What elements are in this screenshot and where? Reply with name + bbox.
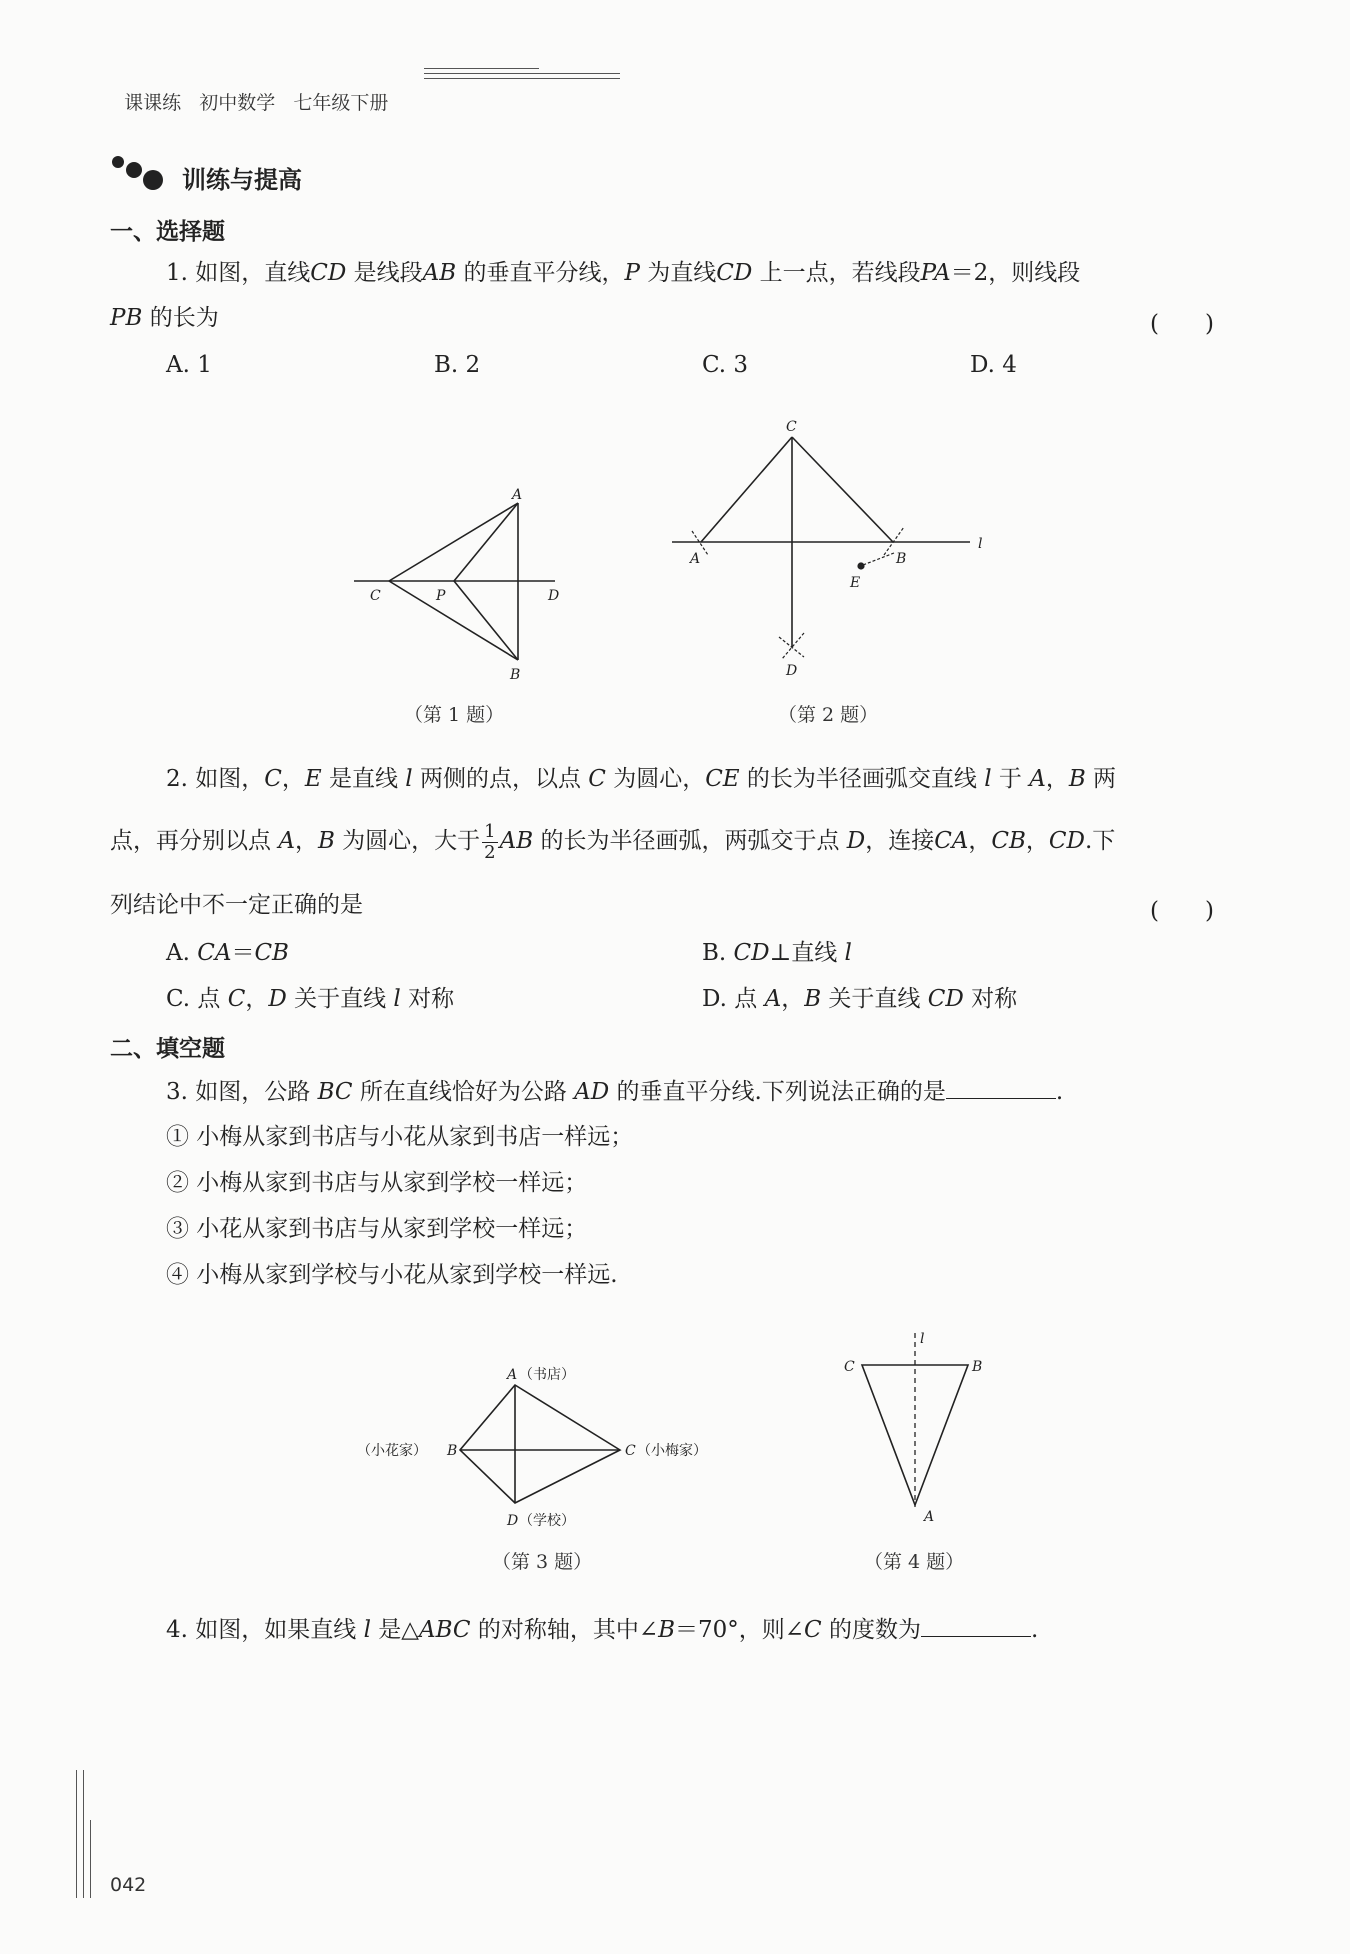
fig3-caption: （第 3 题） [492, 1551, 593, 1573]
q2-line3: 列结论中不一定正确的是 [110, 892, 363, 918]
header-subject: 初中数学 [199, 92, 276, 114]
q1-option-b: B. 2 [434, 352, 481, 378]
fig2-label-c: C [786, 419, 797, 435]
fig3-note-c: （小梅家） [637, 1443, 707, 1459]
q1-line2: PB 的长为 [110, 305, 219, 331]
q1-option-a: A. 1 [166, 352, 212, 378]
fig2-label-l: l [978, 536, 983, 552]
header-rule [424, 68, 620, 83]
fig4-label-l: l [920, 1331, 925, 1347]
margin-rules [76, 1770, 96, 1898]
fig2-segment-cb [792, 437, 893, 542]
fig1-label-c: C [370, 588, 381, 604]
section-dots-icon [108, 150, 178, 200]
q3-line1: 3. 如图，公路 BC 所在直线恰好为公路 AD 的垂直平分线.下列说法正确的是 . [166, 1076, 1063, 1107]
fig2-label-d: D [786, 663, 798, 679]
q3-item-1: ① 小梅从家到书店与小花从家到书店一样远； [166, 1124, 634, 1150]
q4-answer-blank[interactable] [921, 1614, 1031, 1637]
fig1-label-b: B [510, 667, 521, 683]
fig1-segment-cb [389, 581, 518, 660]
figure-3 [355, 1355, 755, 1545]
header [112, 66, 388, 115]
q3-item-3: ③ 小花从家到书店与从家到学校一样远； [166, 1216, 588, 1242]
q2-option-b: B. CD⊥直线 l [702, 940, 852, 966]
q2-option-c: C. 点 C，D 关于直线 l 对称 [166, 986, 455, 1012]
q2-line1: 2. 如图，C，E 是直线 l 两侧的点，以点 C 为圆心，CE 的长为半径画弧交直线 l 于 A，B 两 [166, 766, 1117, 792]
fig3-quadrilateral [460, 1385, 620, 1503]
fig1-segment-pa [454, 503, 518, 581]
fig2-label-b: B [896, 551, 907, 567]
fig4-caption: （第 4 题） [864, 1551, 965, 1573]
fig1-label-a: A [512, 487, 523, 503]
fig2-segment-ca [701, 437, 792, 542]
fig3-label-b: B [447, 1443, 458, 1459]
part1-title: 一、选择题 [110, 219, 225, 245]
section-title: 训练与提高 [182, 166, 302, 194]
q3-item-2: ② 小梅从家到书店与从家到学校一样远； [166, 1170, 588, 1196]
fig1-segment-pb [454, 581, 518, 660]
part2-title: 二、填空题 [110, 1036, 225, 1062]
fig1-caption: （第 1 题） [404, 704, 505, 726]
figure-4 [840, 1325, 1000, 1525]
figure-1 [350, 480, 570, 690]
q1-option-d: D. 4 [970, 352, 1017, 378]
fig2-label-a: A [690, 551, 701, 567]
fig4-label-c: C [844, 1359, 855, 1375]
q3-item-4: ④ 小梅从家到学校与小花从家到学校一样远. [166, 1262, 618, 1288]
fig2-arc-d2 [782, 633, 804, 659]
header-series: 课课练 [124, 92, 182, 114]
fig3-note-d: （学校） [519, 1513, 575, 1529]
fig3-label-d: D [507, 1513, 519, 1529]
figure-2 [668, 415, 998, 685]
fig2-caption: （第 2 题） [778, 704, 879, 726]
q2-option-a: A. CA＝CB [166, 940, 289, 966]
fig3-note-b: （小花家） [357, 1443, 427, 1459]
page-number: 042 [110, 1874, 147, 1896]
q1-answer-paren: ( ) [1150, 311, 1214, 337]
q2-option-d: D. 点 A，B 关于直线 CD 对称 [702, 986, 1018, 1012]
fig4-label-b: B [972, 1359, 983, 1375]
fig3-note-a: （书店） [519, 1367, 575, 1383]
fig2-label-e: E [850, 575, 861, 591]
q2-answer-paren: ( ) [1150, 898, 1214, 924]
fig1-label-p: P [436, 588, 446, 604]
q1-line1: 1. 如图，直线CD 是线段AB 的垂直平分线，P 为直线CD 上一点，若线段PA＝2，则线段 [166, 260, 1081, 286]
fig1-segment-ca [389, 503, 518, 581]
fig3-label-c: C [625, 1443, 636, 1459]
q1-option-c: C. 3 [702, 352, 749, 378]
q4-line: 4. 如图，如果直线 l 是△ABC 的对称轴，其中∠B＝70°，则∠C 的度数为 . [166, 1614, 1038, 1645]
header-grade: 七年级下册 [293, 92, 389, 114]
q3-answer-blank[interactable] [946, 1076, 1056, 1099]
fig2-point-e [857, 562, 864, 569]
fig1-label-d: D [548, 588, 560, 604]
fig4-label-a: A [924, 1509, 935, 1525]
fig3-label-a: A [507, 1367, 518, 1383]
q2-line2: 点，再分别以点 A，B 为圆心，大于 $\frac{1}{2}$ AB 的长为半径画弧，两弧交于点 D，连接CA，CB，CD.下 [110, 820, 1116, 863]
q2-fraction: $\frac{1}{2}$ [484, 820, 496, 863]
